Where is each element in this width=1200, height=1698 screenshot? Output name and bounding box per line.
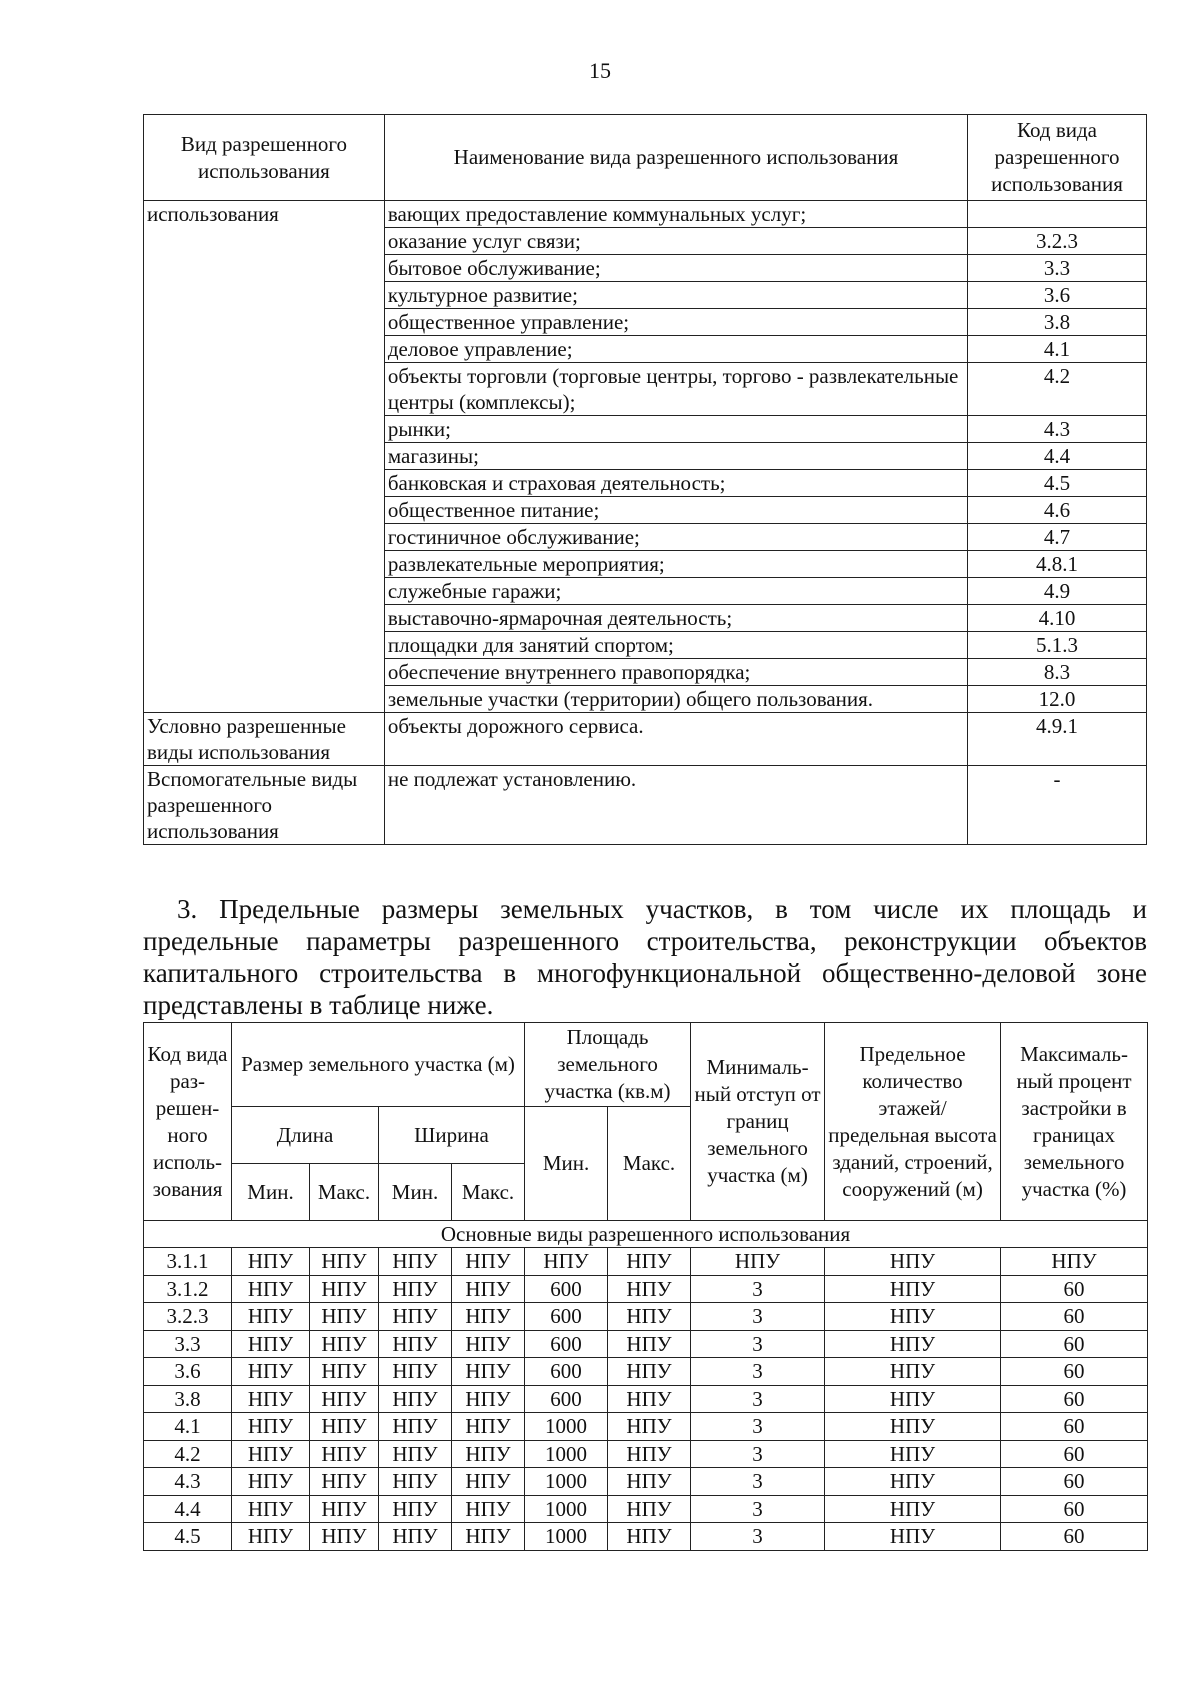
cell-coverage: 60	[1001, 1358, 1148, 1386]
header-length-max: Макс.	[310, 1164, 379, 1221]
table-row	[144, 1385, 1148, 1413]
group-label-conditional: Условно разрешенные виды использования	[144, 713, 385, 766]
cell-area-max: НПУ	[608, 1413, 691, 1441]
header-kind: Вид разрешенного использования	[144, 115, 385, 201]
header-code: Код вида разрешенного использования	[968, 115, 1147, 201]
cell-area-max: НПУ	[608, 1385, 691, 1413]
paragraph-line: 3. Предельные размеры земельных участков, в том числе их площадь и	[177, 894, 1147, 924]
cell-width-max: НПУ	[452, 1275, 525, 1303]
cell-width-min: НПУ	[379, 1358, 452, 1386]
page-number: 15	[589, 58, 611, 83]
cell-floors: НПУ	[825, 1523, 1001, 1551]
header-area: Площадь земельного участка (кв.м)	[525, 1023, 691, 1107]
use-code: 4.6	[968, 497, 1147, 524]
use-name: деловое управление;	[384, 336, 967, 363]
use-name: выставочно-ярмарочная деятельность;	[384, 605, 967, 632]
table-row	[144, 1413, 1148, 1441]
cell-length-min: НПУ	[232, 1358, 310, 1386]
cell-area-max: НПУ	[608, 1495, 691, 1523]
cell-code: 3.8	[144, 1385, 232, 1413]
use-name: общественное управление;	[384, 309, 967, 336]
cell-width-min: НПУ	[379, 1330, 452, 1358]
cell-length-max: НПУ	[310, 1413, 379, 1441]
cell-floors: НПУ	[825, 1385, 1001, 1413]
table-row	[144, 1303, 1148, 1331]
use-code: 3.2.3	[968, 228, 1147, 255]
header-length: Длина	[232, 1107, 379, 1164]
header-plot-size: Размер земельного участка (м)	[232, 1023, 525, 1107]
use-code: 4.5	[968, 470, 1147, 497]
cell-area-max: НПУ	[608, 1303, 691, 1331]
use-code: 4.10	[968, 605, 1147, 632]
cell-length-min: НПУ	[232, 1385, 310, 1413]
cell-width-min: НПУ	[379, 1440, 452, 1468]
uses-table-row	[144, 766, 1147, 845]
use-name: не подлежат установлению.	[384, 766, 967, 845]
cell-area-min: НПУ	[525, 1248, 608, 1276]
cell-length-min: НПУ	[232, 1303, 310, 1331]
cell-setback: 3	[691, 1358, 825, 1386]
cell-area-max: НПУ	[608, 1330, 691, 1358]
cell-code: 3.6	[144, 1358, 232, 1386]
cell-coverage: 60	[1001, 1385, 1148, 1413]
cell-width-min: НПУ	[379, 1385, 452, 1413]
cell-width-max: НПУ	[452, 1413, 525, 1441]
cell-width-max: НПУ	[452, 1440, 525, 1468]
cell-width-max: НПУ	[452, 1385, 525, 1413]
cell-length-min: НПУ	[232, 1413, 310, 1441]
header-width-min: Мин.	[379, 1164, 452, 1221]
cell-floors: НПУ	[825, 1440, 1001, 1468]
cell-length-min: НПУ	[232, 1495, 310, 1523]
cell-area-max: НПУ	[608, 1358, 691, 1386]
use-name: магазины;	[384, 443, 967, 470]
cell-area-min: 1000	[525, 1440, 608, 1468]
header-width-max: Макс.	[452, 1164, 525, 1221]
use-name: развлекательные мероприятия;	[384, 551, 967, 578]
header-area-min: Мин.	[525, 1107, 608, 1221]
cell-code: 3.3	[144, 1330, 232, 1358]
cell-code: 4.1	[144, 1413, 232, 1441]
cell-code: 3.1.2	[144, 1275, 232, 1303]
use-code: 4.9	[968, 578, 1147, 605]
cell-area-min: 1000	[525, 1468, 608, 1496]
cell-width-min: НПУ	[379, 1495, 452, 1523]
cell-setback: 3	[691, 1413, 825, 1441]
use-code: 3.6	[968, 282, 1147, 309]
cell-setback: 3	[691, 1523, 825, 1551]
cell-area-max: НПУ	[608, 1440, 691, 1468]
cell-width-max: НПУ	[452, 1330, 525, 1358]
use-code: 4.1	[968, 336, 1147, 363]
use-name: культурное развитие;	[384, 282, 967, 309]
cell-code: 3.2.3	[144, 1303, 232, 1331]
section-3-paragraph	[143, 893, 1147, 1021]
cell-area-min: 600	[525, 1303, 608, 1331]
cell-length-max: НПУ	[310, 1440, 379, 1468]
use-name: земельные участки (территории) общего пользования.	[384, 686, 967, 713]
cell-width-max: НПУ	[452, 1248, 525, 1276]
table-row	[144, 1358, 1148, 1386]
use-name: служебные гаражи;	[384, 578, 967, 605]
cell-area-min: 1000	[525, 1523, 608, 1551]
cell-floors: НПУ	[825, 1303, 1001, 1331]
table-row	[144, 1523, 1148, 1551]
permitted-uses-table	[143, 114, 1147, 845]
cell-coverage: 60	[1001, 1468, 1148, 1496]
cell-code: 4.3	[144, 1468, 232, 1496]
cell-area-min: 600	[525, 1385, 608, 1413]
cell-coverage: 60	[1001, 1523, 1148, 1551]
use-code: -	[968, 766, 1147, 845]
header-width: Ширина	[379, 1107, 525, 1164]
cell-code: 4.5	[144, 1523, 232, 1551]
use-code: 12.0	[968, 686, 1147, 713]
header-name: Наименование вида разрешенного использования	[384, 115, 967, 201]
cell-coverage: 60	[1001, 1330, 1148, 1358]
table-row	[144, 1440, 1148, 1468]
section-title: Основные виды разрешенного использования	[144, 1221, 1148, 1248]
table-row	[144, 1330, 1148, 1358]
table-row	[144, 1495, 1148, 1523]
cell-code: 4.2	[144, 1440, 232, 1468]
cell-length-max: НПУ	[310, 1275, 379, 1303]
cell-length-max: НПУ	[310, 1303, 379, 1331]
cell-setback: 3	[691, 1468, 825, 1496]
cell-floors: НПУ	[825, 1413, 1001, 1441]
paragraph-line: представлены в таблице ниже.	[143, 990, 494, 1020]
cell-setback: 3	[691, 1330, 825, 1358]
cell-code: 4.4	[144, 1495, 232, 1523]
use-name: объекты дорожного сервиса.	[384, 713, 967, 766]
group-label-auxiliary: Вспомогательные виды разрешенного использования	[144, 766, 385, 845]
cell-length-max: НПУ	[310, 1468, 379, 1496]
cell-width-min: НПУ	[379, 1275, 452, 1303]
cell-area-min: 1000	[525, 1495, 608, 1523]
use-name: общественное питание;	[384, 497, 967, 524]
paragraph-line: капитального строительства в многофункциональной общественно-деловой зоне	[143, 958, 1147, 988]
cell-width-min: НПУ	[379, 1468, 452, 1496]
use-code: 4.9.1	[968, 713, 1147, 766]
use-name: гостиничное обслуживание;	[384, 524, 967, 551]
cell-area-max: НПУ	[608, 1523, 691, 1551]
header-length-min: Мин.	[232, 1164, 310, 1221]
cell-width-min: НПУ	[379, 1413, 452, 1441]
header-setback: Минималь-ный отступ от границ земельного участка (м)	[691, 1023, 825, 1221]
uses-table-row	[144, 201, 1147, 228]
header-coverage: Максималь-ный процент застройки в границах земельного участка (%)	[1001, 1023, 1148, 1221]
use-name: оказание услуг связи;	[384, 228, 967, 255]
cell-length-min: НПУ	[232, 1275, 310, 1303]
use-name: площадки для занятий спортом;	[384, 632, 967, 659]
paragraph-line: предельные параметры разрешенного строительства, реконструкции объектов	[143, 926, 1147, 956]
cell-width-max: НПУ	[452, 1358, 525, 1386]
cell-area-min: 600	[525, 1275, 608, 1303]
header-code: Код вида раз-решен-ного исполь-зования	[144, 1023, 232, 1221]
use-code: 4.3	[968, 416, 1147, 443]
use-name: бытовое обслуживание;	[384, 255, 967, 282]
table-row	[144, 1468, 1148, 1496]
use-code: 8.3	[968, 659, 1147, 686]
cell-area-max: НПУ	[608, 1275, 691, 1303]
cell-width-max: НПУ	[452, 1468, 525, 1496]
cell-coverage: 60	[1001, 1413, 1148, 1441]
cell-width-max: НПУ	[452, 1303, 525, 1331]
use-code: 4.8.1	[968, 551, 1147, 578]
cell-floors: НПУ	[825, 1358, 1001, 1386]
cell-setback: 3	[691, 1440, 825, 1468]
use-name: обеспечение внутреннего правопорядка;	[384, 659, 967, 686]
cell-length-min: НПУ	[232, 1248, 310, 1276]
cell-width-min: НПУ	[379, 1523, 452, 1551]
cell-length-min: НПУ	[232, 1468, 310, 1496]
cell-floors: НПУ	[825, 1248, 1001, 1276]
cell-area-min: 1000	[525, 1413, 608, 1441]
header-floors: Предельное количество этажей/ предельная высота зданий, строений, сооружений (м)	[825, 1023, 1001, 1221]
cell-floors: НПУ	[825, 1330, 1001, 1358]
header-area-max: Макс.	[608, 1107, 691, 1221]
cell-length-max: НПУ	[310, 1358, 379, 1386]
cell-area-min: 600	[525, 1358, 608, 1386]
cell-area-max: НПУ	[608, 1468, 691, 1496]
use-code: 3.3	[968, 255, 1147, 282]
cell-width-min: НПУ	[379, 1248, 452, 1276]
use-code: 4.4	[968, 443, 1147, 470]
cell-area-min: 600	[525, 1330, 608, 1358]
cell-length-max: НПУ	[310, 1495, 379, 1523]
cell-code: 3.1.1	[144, 1248, 232, 1276]
cell-setback: 3	[691, 1495, 825, 1523]
cell-length-min: НПУ	[232, 1440, 310, 1468]
cell-floors: НПУ	[825, 1275, 1001, 1303]
cell-coverage: НПУ	[1001, 1248, 1148, 1276]
use-code	[968, 201, 1147, 228]
table-row	[144, 1275, 1148, 1303]
cell-width-min: НПУ	[379, 1303, 452, 1331]
cell-width-max: НПУ	[452, 1523, 525, 1551]
cell-setback: 3	[691, 1385, 825, 1413]
cell-length-min: НПУ	[232, 1330, 310, 1358]
cell-coverage: 60	[1001, 1275, 1148, 1303]
cell-setback: 3	[691, 1303, 825, 1331]
use-code: 4.2	[968, 363, 1147, 416]
cell-floors: НПУ	[825, 1495, 1001, 1523]
uses-table-header	[144, 115, 1147, 201]
cell-setback: НПУ	[691, 1248, 825, 1276]
use-code: 3.8	[968, 309, 1147, 336]
group-label-main: использования	[144, 201, 385, 713]
cell-length-max: НПУ	[310, 1330, 379, 1358]
cell-length-min: НПУ	[232, 1523, 310, 1551]
cell-coverage: 60	[1001, 1440, 1148, 1468]
use-name: вающих предоставление коммунальных услуг;	[384, 201, 967, 228]
use-name: рынки;	[384, 416, 967, 443]
use-code: 5.1.3	[968, 632, 1147, 659]
use-name: банковская и страховая деятельность;	[384, 470, 967, 497]
cell-width-max: НПУ	[452, 1495, 525, 1523]
cell-length-max: НПУ	[310, 1385, 379, 1413]
uses-table-row	[144, 713, 1147, 766]
cell-coverage: 60	[1001, 1303, 1148, 1331]
cell-area-max: НПУ	[608, 1248, 691, 1276]
table-row	[144, 1248, 1148, 1276]
use-code: 4.7	[968, 524, 1147, 551]
cell-length-max: НПУ	[310, 1248, 379, 1276]
use-name: объекты торговли (торговые центры, торгово - развлекательные центры (комплексы);	[384, 363, 967, 416]
parameters-table	[143, 1022, 1148, 1551]
cell-coverage: 60	[1001, 1495, 1148, 1523]
cell-setback: 3	[691, 1275, 825, 1303]
cell-floors: НПУ	[825, 1468, 1001, 1496]
cell-length-max: НПУ	[310, 1523, 379, 1551]
